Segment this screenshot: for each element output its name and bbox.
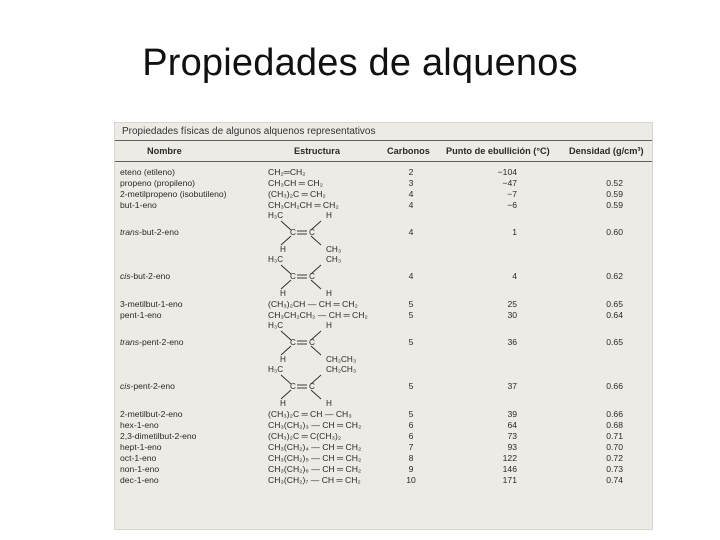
density: 0.59 xyxy=(606,200,623,210)
boiling-point: −7 xyxy=(507,189,517,199)
boiling-point: 39 xyxy=(507,409,517,419)
carbon-count: 5 xyxy=(408,381,414,391)
density: 0.73 xyxy=(606,464,623,474)
table-row xyxy=(115,453,652,464)
substituent-top-right: H xyxy=(326,321,332,330)
table-row xyxy=(115,200,652,211)
compound-name: oct-1-eno xyxy=(120,453,157,463)
structure-formula: CH₃(CH₂)₇ — CH ═ CH₂ xyxy=(268,475,361,485)
structure-formula: CH₃(CH₂)₆ — CH ═ CH₂ xyxy=(268,464,362,474)
boiling-point: 30 xyxy=(507,310,517,320)
table-row xyxy=(115,420,652,431)
carbon-atom: C xyxy=(309,382,315,391)
compound-name: dec-1-eno xyxy=(120,475,159,485)
substituent-bottom-left: H xyxy=(280,245,286,254)
table-row xyxy=(115,167,652,178)
compound-name: eteno (etileno) xyxy=(120,167,175,177)
compound-name xyxy=(120,227,179,238)
carbon-count: 6 xyxy=(408,431,414,441)
table-row xyxy=(115,321,652,365)
header-density: Densidad (g/cm³) xyxy=(569,146,644,156)
substituent-bottom-right: CH₂CH₃ xyxy=(326,355,357,364)
carbon-atom: C xyxy=(290,338,296,347)
carbon-count: 3 xyxy=(408,178,414,188)
table-row xyxy=(115,299,652,310)
compound-name xyxy=(120,337,184,348)
structure-formula: CH₃(CH₂)₅ — CH ═ CH₂ xyxy=(268,453,362,463)
table-row xyxy=(115,409,652,420)
structure-formula: CH₃CH ═ CH₂ xyxy=(268,178,323,188)
compound-name: 3-metilbut-1-eno xyxy=(120,299,183,309)
structure-formula: CH₃CH₂CH ═ CH₂ xyxy=(268,200,339,210)
name-prefix: cis xyxy=(120,271,131,281)
compound-name: but-1-eno xyxy=(120,200,157,210)
name-rest: -pent-2-eno xyxy=(139,337,184,347)
structure-formula: CH₃CH₂CH₂ — CH ═ CH₂ xyxy=(268,310,368,320)
structure-formula: (CH₃)₂CH — CH ═ CH₂ xyxy=(268,299,358,309)
structure-formula: CH₃(CH₂)₄ — CH ═ CH₂ xyxy=(268,442,362,452)
density: 0.66 xyxy=(606,381,623,391)
carbon-atom: C xyxy=(290,382,296,391)
carbon-count: 4 xyxy=(408,200,414,210)
compound-name: 2-metilpropeno (isobutileno) xyxy=(120,189,227,199)
compound-name xyxy=(120,381,175,392)
table-row xyxy=(115,431,652,442)
alkene-properties-table xyxy=(115,123,652,529)
substituent-bottom-right: H xyxy=(326,399,332,408)
compound-name: 2-metilbut-2-eno xyxy=(120,409,183,419)
substituent-bottom-left: H xyxy=(280,399,286,408)
header-name: Nombre xyxy=(147,146,182,156)
table-row xyxy=(115,211,652,255)
substituent-top-right: CH₂CH₃ xyxy=(326,365,357,374)
substituent-top-left: H₃C xyxy=(268,211,284,220)
boiling-point: 64 xyxy=(507,420,517,430)
substituent-bottom-left: H xyxy=(280,289,286,298)
substituent-top-right: H xyxy=(326,211,332,220)
carbon-count: 7 xyxy=(408,442,414,452)
structure-formula: CH₂═CH₂ xyxy=(268,167,306,177)
boiling-point: 4 xyxy=(512,271,517,281)
name-prefix: trans xyxy=(120,337,140,347)
boiling-point: −47 xyxy=(502,178,517,188)
carbon-count: 8 xyxy=(408,453,414,463)
name-rest: -but-2-eno xyxy=(130,271,171,281)
boiling-point: 36 xyxy=(507,337,517,347)
name-prefix: trans xyxy=(120,227,140,237)
density: 0.64 xyxy=(606,310,623,320)
boiling-point: −104 xyxy=(497,167,517,177)
compound-name: hex-1-eno xyxy=(120,420,159,430)
boiling-point: 93 xyxy=(507,442,517,452)
carbon-count: 5 xyxy=(408,310,414,320)
carbon-count: 2 xyxy=(408,167,414,177)
boiling-point: 1 xyxy=(512,227,517,237)
table-title: Propiedades físicas de algunos alquenos representativos xyxy=(122,126,376,137)
structure-formula: (CH₃)₂C ═ C(CH₃)₂ xyxy=(268,431,342,441)
table-row xyxy=(115,310,652,321)
structure-skeleton xyxy=(265,211,355,255)
compound-name: propeno (propileno) xyxy=(120,178,196,188)
boiling-point: 171 xyxy=(502,475,517,485)
structure-formula: CH₃(CH₂)₃ — CH ═ CH₂ xyxy=(268,420,362,430)
carbon-atom: C xyxy=(290,228,296,237)
density: 0.70 xyxy=(606,442,623,452)
boiling-point: 122 xyxy=(502,453,517,463)
substituent-top-left: H₃C xyxy=(268,321,284,330)
density: 0.65 xyxy=(606,299,623,309)
compound-name xyxy=(120,271,170,282)
density: 0.60 xyxy=(606,227,623,237)
substituent-bottom-left: H xyxy=(280,355,286,364)
compound-name: non-1-eno xyxy=(120,464,160,474)
header-boiling-point: Punto de ebullición (°C) xyxy=(446,146,550,156)
carbon-atom: C xyxy=(290,272,296,281)
table-row xyxy=(115,178,652,189)
density: 0.68 xyxy=(606,420,623,430)
table-row xyxy=(115,189,652,200)
carbon-count: 4 xyxy=(408,271,414,281)
compound-name: hept-1-eno xyxy=(120,442,162,452)
carbon-count: 5 xyxy=(408,337,414,347)
carbon-count: 4 xyxy=(408,189,414,199)
header-carbons: Carbonos xyxy=(387,146,430,156)
name-prefix: cis xyxy=(120,381,131,391)
density: 0.74 xyxy=(606,475,623,485)
structure-skeleton xyxy=(265,365,355,409)
substituent-top-left: H₃C xyxy=(268,365,284,374)
carbon-count: 10 xyxy=(406,475,416,485)
structure-formula: (CH₃)₂C ═ CH — CH₃ xyxy=(268,409,352,419)
header-rule xyxy=(115,161,652,162)
carbon-count: 5 xyxy=(408,409,414,419)
header-structure: Estructura xyxy=(294,146,340,156)
carbon-count: 4 xyxy=(408,227,414,237)
density: 0.72 xyxy=(606,453,623,463)
title-rule xyxy=(115,140,652,141)
boiling-point: −6 xyxy=(507,200,517,210)
carbon-atom: C xyxy=(309,272,315,281)
table-row xyxy=(115,255,652,299)
boiling-point: 146 xyxy=(502,464,517,474)
substituent-bottom-right: H xyxy=(326,289,332,298)
structure-skeleton xyxy=(265,255,355,299)
structure-skeleton xyxy=(265,321,355,365)
substituent-bottom-right: CH₃ xyxy=(326,245,342,254)
table-row xyxy=(115,442,652,453)
density: 0.59 xyxy=(606,189,623,199)
carbon-atom: C xyxy=(309,338,315,347)
table-row xyxy=(115,365,652,409)
carbon-count: 6 xyxy=(408,420,414,430)
density: 0.66 xyxy=(606,409,623,419)
boiling-point: 37 xyxy=(507,381,517,391)
substituent-top-left: H₃C xyxy=(268,255,284,264)
compound-name: 2,3-dimetilbut-2-eno xyxy=(120,431,197,441)
table-row xyxy=(115,475,652,486)
carbon-atom: C xyxy=(309,228,315,237)
table-row xyxy=(115,464,652,475)
density: 0.52 xyxy=(606,178,623,188)
substituent-top-right: CH₃ xyxy=(326,255,342,264)
slide-title: Propiedades de alquenos xyxy=(142,42,578,84)
density: 0.65 xyxy=(606,337,623,347)
carbon-count: 5 xyxy=(408,299,414,309)
structure-formula: (CH₃)₂C ═ CH₂ xyxy=(268,189,326,199)
density: 0.71 xyxy=(606,431,623,441)
compound-name: pent-1-eno xyxy=(120,310,162,320)
density: 0.62 xyxy=(606,271,623,281)
boiling-point: 73 xyxy=(507,431,517,441)
boiling-point: 25 xyxy=(507,299,517,309)
carbon-count: 9 xyxy=(408,464,414,474)
name-rest: -but-2-eno xyxy=(139,227,179,237)
name-rest: -pent-2-eno xyxy=(130,381,175,391)
